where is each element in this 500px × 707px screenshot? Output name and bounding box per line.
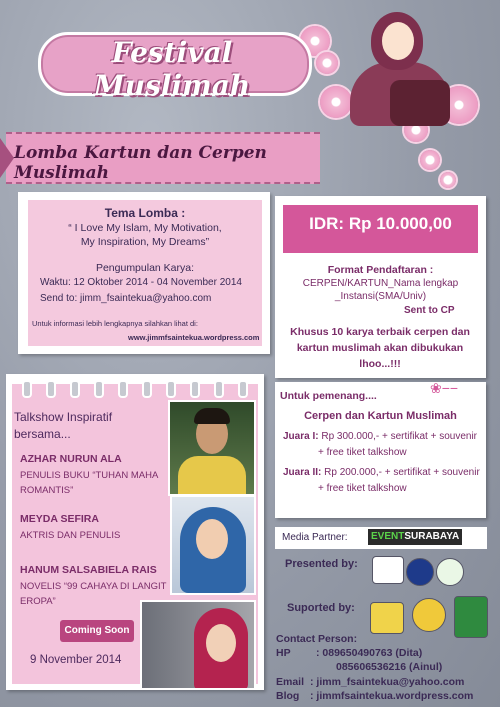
hijab-figure-dress xyxy=(390,80,450,126)
second-prize-text: Rp 200.000,- + sertifikat + souvenir xyxy=(321,467,480,478)
organizer-logo-3 xyxy=(436,558,464,586)
binder-ring-icon xyxy=(22,380,32,398)
speaker-1-shirt xyxy=(178,456,246,496)
sponsor-logo-2 xyxy=(412,598,446,632)
flower-icon xyxy=(316,52,338,74)
speaker-3-name: HANUM SALSABIELA RAIS xyxy=(20,564,157,576)
coming-soon-badge: Coming Soon xyxy=(60,620,134,642)
registration-fee: IDR: Rp 10.000,00 xyxy=(309,214,452,233)
speaker-2-face xyxy=(196,519,228,559)
binder-ring-icon xyxy=(190,380,200,398)
flower-icon xyxy=(420,150,440,170)
speaker-3-desc-1: NOVELIS “99 CAHAYA DI LANGIT xyxy=(20,581,167,592)
first-prize-text: Rp 300.000,- + sertifikat + souvenir xyxy=(318,431,477,442)
talkshow-date: 9 November 2014 xyxy=(30,654,122,666)
blog-label: Blog xyxy=(276,690,300,702)
speaker-2-photo xyxy=(170,495,256,595)
talkshow-heading-1: Talkshow Inspiratif xyxy=(14,410,113,424)
first-prize-label: Juara I: xyxy=(283,431,319,442)
format-line-3: Sent to CP xyxy=(404,305,455,316)
flower-icon xyxy=(320,86,352,118)
speaker-1-desc-2: ROMANTIS” xyxy=(20,485,74,496)
sponsor-logo-1 xyxy=(370,602,404,634)
second-prize-label: Juara II: xyxy=(283,467,322,478)
phone-1: : 089650490763 (Dita) xyxy=(316,647,423,659)
binder-ring-icon xyxy=(142,380,152,398)
info-text: Untuk informasi lebih lengkapnya silahkan lihat di: xyxy=(32,319,198,328)
special-line-3: lhoo...!!! xyxy=(359,358,401,370)
second-prize-extra: + free tiket talkshow xyxy=(318,483,407,494)
submission-email: Send to: jimm_fsaintekua@yahoo.com xyxy=(40,293,212,304)
ribbon-tail xyxy=(0,138,14,178)
binder-ring-icon xyxy=(238,380,248,398)
first-prize-extra: + free tiket talkshow xyxy=(318,447,407,458)
second-prize xyxy=(283,467,480,478)
contact-blog[interactable]: : jimmfsaintekua.wordpress.com xyxy=(310,690,474,702)
special-line-2: kartun muslimah akan dibukukan xyxy=(296,342,464,354)
speaker-1-desc-1: PENULIS BUKU “TUHAN MAHA xyxy=(20,470,159,481)
submission-heading: Pengumpulan Karya: xyxy=(95,262,195,274)
binder-ring-icon xyxy=(94,380,104,398)
speaker-2-desc-1: AKTRIS DAN PENULIS xyxy=(20,530,121,541)
ribbon-bow-icon: ❀−− xyxy=(430,380,459,396)
speaker-1-hair xyxy=(194,408,230,424)
competition-title: Lomba Kartun dan Cerpen Muslimah xyxy=(14,143,267,183)
submission-time: Waktu: 12 Oktober 2014 - 04 November 2014 xyxy=(40,277,242,288)
phone-2: 085606536216 (Ainul) xyxy=(336,661,443,673)
binder-ring-icon xyxy=(166,380,176,398)
logo-part-b: SURABAYA xyxy=(404,531,460,542)
sponsor-logo-3 xyxy=(454,596,488,638)
special-line-1: Khusus 10 karya terbaik cerpen dan xyxy=(290,326,470,338)
speaker-1-photo xyxy=(168,400,256,496)
contact-heading: Contact Person: xyxy=(276,633,358,645)
binder-ring-icon xyxy=(46,380,56,398)
media-partner-label: Media Partner: xyxy=(282,532,348,543)
flower-icon xyxy=(440,172,456,188)
supported-by-label: Suported by: xyxy=(287,602,355,614)
format-line-1: CERPEN/KARTUN_Nama lengkap xyxy=(302,278,459,289)
talkshow-heading-2: bersama... xyxy=(14,427,71,441)
event-title: Festival Muslimah xyxy=(93,36,251,102)
logo-part-a: EVENT xyxy=(371,531,405,542)
binder-ring-icon xyxy=(118,380,128,398)
theme-line-2: My Inspiration, My Dreams” xyxy=(80,236,210,248)
prizes-heading: Untuk pemenang.... xyxy=(280,390,377,402)
prizes-subheading: Cerpen dan Kartun Muslimah xyxy=(304,410,457,422)
contact-email[interactable]: : jimm_fsaintekua@yahoo.com xyxy=(310,676,465,688)
email-label: Email xyxy=(276,676,305,688)
event-surabaya-logo xyxy=(368,529,462,545)
theme-heading: Tema Lomba : xyxy=(104,206,186,220)
format-line-2: _Instansi(SMA/Univ) xyxy=(334,291,427,302)
speaker-3-desc-2: EROPA” xyxy=(20,596,56,607)
phone-label: HP xyxy=(276,647,291,659)
speaker-2-name: MEYDA SEFIRA xyxy=(20,513,99,525)
theme-line-1: “ I Love My Islam, My Motivation, xyxy=(68,222,222,234)
organizer-logo-1 xyxy=(372,556,404,584)
speaker-3-photo xyxy=(140,600,256,690)
presented-by-label: Presented by: xyxy=(285,558,358,570)
binder-ring-icon xyxy=(214,380,224,398)
speaker-3-face xyxy=(206,624,236,662)
binder-ring-icon xyxy=(70,380,80,398)
speaker-1-name: AZHAR NURUN ALA xyxy=(20,453,122,465)
organizer-logo-2 xyxy=(406,558,434,586)
hijab-figure-face xyxy=(382,22,414,60)
first-prize xyxy=(283,431,477,442)
info-url[interactable]: www.jimmfsaintekua.wordpress.com xyxy=(128,333,260,342)
format-heading: Format Pendaftaran : xyxy=(327,264,434,276)
